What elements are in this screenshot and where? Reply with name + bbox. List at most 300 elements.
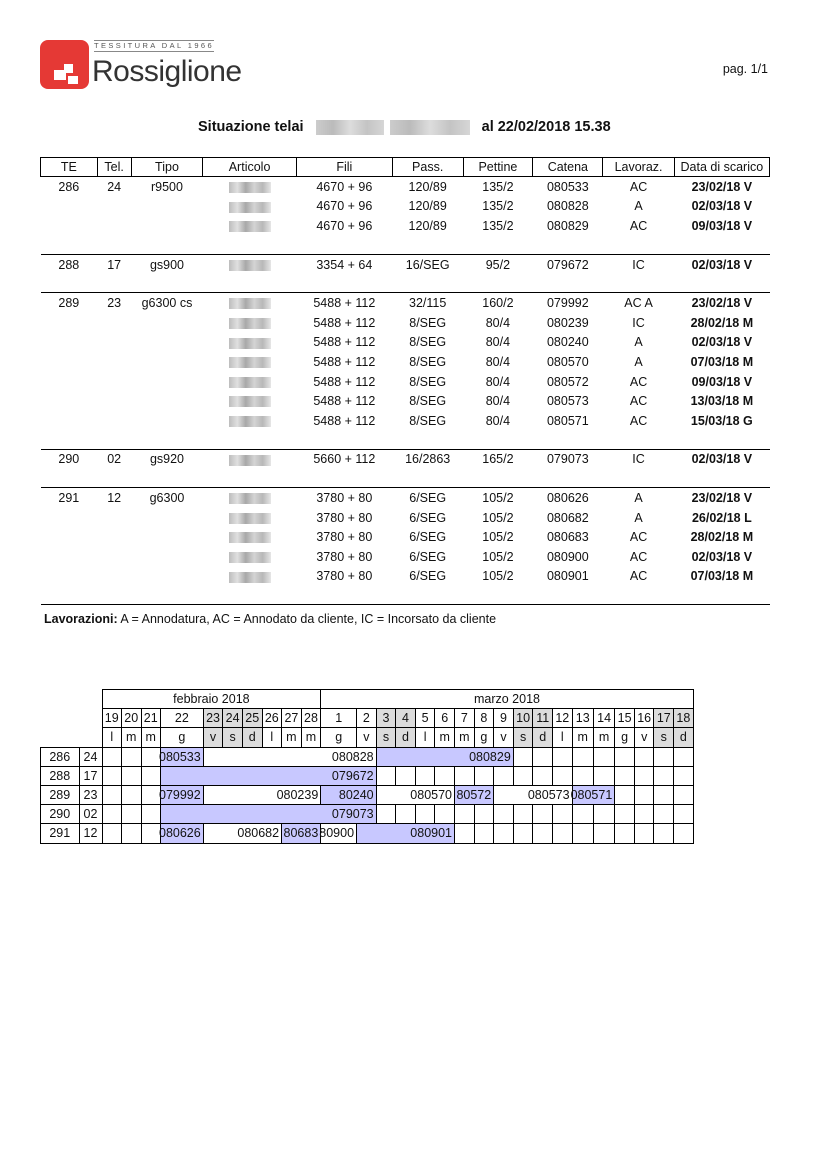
pass-cell: 120/89 [408, 218, 447, 233]
tel-cell [97, 352, 131, 372]
tel-cell: 12 [107, 490, 122, 505]
column-header: Fili [296, 158, 392, 177]
tipo-cell: gs920 [149, 452, 184, 467]
logo-tagline: TESSITURA DAL 1966 [94, 41, 215, 50]
separator-cell [603, 431, 674, 450]
lavorazione-cell: AC [629, 179, 648, 194]
data-scarico-cell: 15/03/18 G [690, 413, 753, 428]
pass-cell: 8/SEG [409, 354, 447, 369]
gantt-cell [533, 824, 553, 843]
articolo-cell [203, 352, 297, 372]
separator-cell [296, 431, 392, 450]
pass-cell: 8/SEG [409, 374, 447, 389]
gantt-weekday: g [161, 728, 204, 747]
table-row [41, 567, 770, 587]
gantt-day: 25 [242, 709, 262, 728]
company-logo [40, 40, 250, 95]
catena-cell: 080626 [546, 490, 589, 505]
pass-cell: 16/2863 [405, 452, 451, 467]
column-header: TE [41, 158, 98, 177]
gantt-cell [435, 766, 455, 785]
gantt-cell [122, 785, 142, 804]
gantt-cell [141, 785, 161, 804]
group-separator [41, 469, 770, 488]
gantt-bar [321, 824, 357, 843]
gantt-blank [41, 728, 80, 747]
gantt-cell [674, 766, 694, 785]
gantt-weekday-row [41, 728, 694, 747]
gantt-bar-label: 079672 [331, 768, 374, 783]
redacted-name [316, 120, 384, 135]
te-cell [41, 333, 98, 353]
fili-cell: 3780 + 80 [316, 510, 373, 525]
tel-cell [97, 547, 131, 567]
catena-cell: 079992 [546, 296, 589, 311]
separator-cell [533, 431, 603, 450]
articolo-cell [203, 411, 297, 431]
gantt-cell [455, 805, 475, 824]
pettine-cell: 105/2 [482, 530, 514, 545]
gantt-cell [396, 805, 416, 824]
gantt-weekday: d [674, 728, 694, 747]
tel-cell: 23 [107, 296, 122, 311]
gantt-cell [455, 766, 475, 785]
gantt-cell [435, 805, 455, 824]
gantt-cell [654, 766, 674, 785]
tipo-cell [131, 313, 203, 333]
gantt-day: 23 [203, 709, 223, 728]
redacted-article [229, 221, 271, 232]
gantt-te: 288 [41, 766, 80, 785]
separator-cell [392, 469, 463, 488]
title-prefix: Situazione telai [198, 119, 304, 135]
pettine-cell: 105/2 [482, 549, 514, 564]
gantt-weekday: g [474, 728, 494, 747]
redacted-article [229, 182, 271, 193]
gantt-weekday: v [494, 728, 514, 747]
gantt-cell [674, 805, 694, 824]
gantt-bar-label: 080571 [570, 788, 613, 803]
pettine-cell: 105/2 [482, 490, 514, 505]
tipo-cell [131, 411, 203, 431]
gantt-blank [41, 709, 80, 728]
pettine-cell: 80/4 [485, 315, 511, 330]
redacted-article [229, 260, 271, 271]
gantt-bar [376, 785, 454, 804]
gantt-weekday: l [262, 728, 282, 747]
lavorazione-cell: A [634, 199, 643, 214]
gantt-cell [615, 805, 635, 824]
gantt-bar [203, 747, 376, 766]
column-header: Lavoraz. [603, 158, 674, 177]
gantt-cell [102, 824, 122, 843]
gantt-blank [79, 728, 102, 747]
gantt-bar-label: 080682 [237, 826, 280, 841]
gantt-day: 26 [262, 709, 282, 728]
gantt-weekday: m [572, 728, 593, 747]
gantt-day: 10 [513, 709, 533, 728]
te-cell: 290 [58, 452, 80, 467]
articolo-cell [203, 547, 297, 567]
data-scarico-cell: 02/03/18 V [691, 335, 753, 350]
gantt-cell [513, 824, 533, 843]
gantt-cell [634, 805, 654, 824]
pass-cell: 6/SEG [409, 510, 447, 525]
tel-cell [97, 216, 131, 236]
gantt-cell [674, 824, 694, 843]
articolo-cell [203, 391, 297, 411]
lavorazione-cell: AC A [624, 296, 653, 311]
table-row [41, 508, 770, 528]
gantt-cell [513, 805, 533, 824]
lavorazione-cell: IC [632, 452, 645, 467]
lavorazione-cell: A [634, 510, 643, 525]
separator-cell [97, 236, 131, 255]
pass-cell: 120/89 [408, 199, 447, 214]
fili-cell: 5488 + 112 [313, 296, 376, 311]
articolo-cell [203, 293, 297, 313]
articolo-cell [203, 488, 297, 508]
catena-cell: 080682 [546, 510, 589, 525]
gantt-weekday: d [533, 728, 553, 747]
fili-cell: 3780 + 80 [316, 490, 373, 505]
pass-cell: 16/SEG [405, 257, 450, 272]
gantt-bar [161, 805, 377, 824]
separator-cell [203, 431, 297, 450]
gantt-cell [552, 805, 572, 824]
tel-cell [97, 391, 131, 411]
redacted-article [229, 572, 271, 583]
te-cell: 286 [58, 179, 80, 194]
logo-brand: Rossiglione [92, 55, 242, 88]
te-cell [41, 352, 98, 372]
redacted-article [229, 338, 271, 349]
gantt-tel: 17 [79, 766, 102, 785]
data-scarico-cell: 28/02/18 M [690, 315, 754, 330]
pettine-cell: 80/4 [485, 413, 511, 428]
articolo-cell [203, 372, 297, 392]
table-row [41, 372, 770, 392]
separator-cell [533, 586, 603, 605]
gantt-day: 11 [533, 709, 553, 728]
fili-cell: 5488 + 112 [313, 335, 376, 350]
pettine-cell: 165/2 [482, 452, 514, 467]
gantt-row [41, 747, 694, 766]
gantt-cell [634, 824, 654, 843]
tipo-cell [131, 372, 203, 392]
gantt-cell [593, 805, 614, 824]
redacted-article [229, 202, 271, 213]
group-separator [41, 431, 770, 450]
gantt-cell [552, 747, 572, 766]
gantt-weekday: m [593, 728, 614, 747]
redacted-article [229, 318, 271, 329]
separator-cell [296, 586, 392, 605]
lavorazione-cell: AC [629, 569, 648, 584]
gantt-month: febbraio 2018 [102, 690, 321, 709]
table-row [41, 177, 770, 197]
catena-cell: 080570 [546, 354, 589, 369]
group-separator [41, 236, 770, 255]
gantt-cell [552, 824, 572, 843]
articolo-cell [203, 197, 297, 217]
gantt-bar [455, 785, 494, 804]
tipo-cell [131, 352, 203, 372]
separator-cell [296, 469, 392, 488]
gantt-tel: 02 [79, 805, 102, 824]
separator-cell [41, 274, 98, 293]
catena-cell: 080829 [546, 218, 589, 233]
separator-cell [97, 431, 131, 450]
te-cell [41, 567, 98, 587]
separator-cell [674, 236, 769, 255]
gantt-bar [494, 785, 572, 804]
gantt-bar-label: 80900 [319, 826, 355, 841]
gantt-cell [615, 785, 635, 804]
te-cell: 289 [58, 296, 80, 311]
gantt-weekday: g [615, 728, 635, 747]
gantt-day: 18 [674, 709, 694, 728]
fili-cell: 5488 + 112 [313, 354, 376, 369]
data-scarico-cell: 02/03/18 V [691, 257, 753, 272]
separator-cell [463, 469, 533, 488]
legend [44, 612, 496, 626]
gantt-weekday: g [321, 728, 357, 747]
separator-cell [131, 469, 203, 488]
pettine-cell: 105/2 [482, 569, 514, 584]
te-cell [41, 372, 98, 392]
pass-cell: 120/89 [408, 179, 447, 194]
redacted-article [229, 455, 271, 466]
catena-cell: 080900 [546, 549, 589, 564]
pettine-cell: 80/4 [485, 394, 511, 409]
gantt-cell [552, 766, 572, 785]
tipo-cell: gs900 [149, 257, 184, 272]
data-scarico-cell: 07/03/18 M [690, 569, 754, 584]
catena-cell: 080533 [546, 179, 589, 194]
gantt-te: 286 [41, 747, 80, 766]
gantt-weekday: m [141, 728, 161, 747]
table-row [41, 254, 770, 274]
gantt-month-row [41, 690, 694, 709]
gantt-day: 28 [301, 709, 321, 728]
data-scarico-cell: 23/02/18 V [691, 296, 753, 311]
catena-cell: 080240 [546, 335, 589, 350]
te-cell [41, 197, 98, 217]
gantt-row [41, 785, 694, 804]
gantt-bar-label: 080901 [410, 826, 453, 841]
data-scarico-cell: 02/03/18 V [691, 199, 753, 214]
gantt-cell [513, 766, 533, 785]
logo-mark-icon [40, 40, 89, 89]
lavorazione-cell: IC [632, 257, 645, 272]
pass-cell: 6/SEG [409, 569, 447, 584]
gantt-cell [415, 805, 435, 824]
separator-cell [97, 274, 131, 293]
column-header: Tel. [97, 158, 131, 177]
schedule-gantt [40, 689, 694, 844]
gantt-day: 7 [455, 709, 475, 728]
gantt-weekday: m [301, 728, 321, 747]
pettine-cell: 80/4 [485, 335, 511, 350]
separator-cell [674, 469, 769, 488]
catena-cell: 079672 [546, 257, 589, 272]
articolo-cell [203, 449, 297, 469]
gantt-day: 8 [474, 709, 494, 728]
gantt-cell [494, 805, 514, 824]
gantt-tel: 24 [79, 747, 102, 766]
gantt-te: 289 [41, 785, 80, 804]
fili-cell: 5488 + 112 [313, 315, 376, 330]
lavorazione-cell: AC [629, 218, 648, 233]
column-header: Data di scarico [674, 158, 769, 177]
gantt-cell [654, 747, 674, 766]
separator-cell [463, 236, 533, 255]
data-scarico-cell: 26/02/18 L [691, 510, 752, 525]
gantt-weekday: v [203, 728, 223, 747]
pass-cell: 8/SEG [409, 335, 447, 350]
pettine-cell: 135/2 [482, 179, 514, 194]
gantt-bar-label: 80683 [283, 826, 319, 841]
gantt-cell [593, 766, 614, 785]
articolo-cell [203, 177, 297, 197]
articolo-cell [203, 527, 297, 547]
tipo-cell [131, 333, 203, 353]
gantt-cell [376, 766, 396, 785]
separator-cell [296, 236, 392, 255]
tipo-cell [131, 216, 203, 236]
gantt-bar-label: 079073 [331, 807, 374, 822]
separator-cell [392, 236, 463, 255]
separator-cell [603, 469, 674, 488]
data-scarico-cell: 23/02/18 V [691, 179, 753, 194]
gantt-row [41, 824, 694, 843]
column-header: Pass. [392, 158, 463, 177]
table-row [41, 293, 770, 313]
catena-cell: 080239 [546, 315, 589, 330]
gantt-cell [102, 766, 122, 785]
separator-cell [97, 469, 131, 488]
gantt-te: 290 [41, 805, 80, 824]
fili-cell: 5660 + 112 [313, 452, 376, 467]
gantt-bar-label: 80240 [338, 788, 374, 803]
gantt-day: 6 [435, 709, 455, 728]
gantt-bar [376, 747, 513, 766]
tipo-cell: r9500 [150, 179, 183, 194]
te-cell: 288 [58, 257, 80, 272]
tel-cell [97, 411, 131, 431]
page-number: pag. 1/1 [722, 62, 768, 76]
tipo-cell [131, 547, 203, 567]
column-header: Pettine [463, 158, 533, 177]
gantt-cell [572, 824, 593, 843]
gantt-blank [41, 690, 80, 709]
gantt-cell [474, 766, 494, 785]
gantt-cell [634, 785, 654, 804]
separator-cell [533, 274, 603, 293]
fili-cell: 4670 + 96 [316, 179, 373, 194]
gantt-bar-label: 080626 [159, 826, 201, 841]
gantt-weekday: l [552, 728, 572, 747]
gantt-cell [615, 747, 635, 766]
separator-cell [41, 469, 98, 488]
separator-cell [41, 586, 98, 605]
redacted-article [229, 493, 271, 504]
gantt-cell [122, 747, 142, 766]
tipo-cell [131, 567, 203, 587]
gantt-cell [615, 824, 635, 843]
pass-cell: 8/SEG [409, 315, 447, 330]
gantt-cell [634, 747, 654, 766]
tel-cell [97, 313, 131, 333]
gantt-bar [572, 785, 615, 804]
table-row [41, 197, 770, 217]
gantt-day: 22 [161, 709, 204, 728]
data-scarico-cell: 23/02/18 V [691, 490, 753, 505]
pass-cell: 32/115 [409, 296, 447, 311]
catena-cell: 080573 [546, 394, 589, 409]
lavorazione-cell: A [634, 354, 643, 369]
redacted-article [229, 552, 271, 563]
gantt-day: 15 [615, 709, 635, 728]
gantt-weekday: m [455, 728, 475, 747]
tipo-cell: g6300 cs [141, 296, 193, 311]
gantt-day: 1 [321, 709, 357, 728]
report-title [198, 119, 611, 135]
gantt-cell [415, 766, 435, 785]
tel-cell: 17 [107, 257, 122, 272]
redacted-article [229, 396, 271, 407]
gantt-tel: 23 [79, 785, 102, 804]
lavorazione-cell: AC [629, 549, 648, 564]
gantt-bar-label: 079992 [159, 788, 201, 803]
te-cell [41, 216, 98, 236]
gantt-weekday: m [435, 728, 455, 747]
gantt-bar-label: 080828 [331, 749, 374, 764]
tel-cell [97, 527, 131, 547]
gantt-weekday: l [102, 728, 122, 747]
gantt-bar [161, 766, 377, 785]
gantt-weekday: s [513, 728, 533, 747]
separator-cell [203, 236, 297, 255]
gantt-weekday: s [654, 728, 674, 747]
lavorazione-cell: AC [629, 374, 648, 389]
gantt-bar [161, 747, 204, 766]
pettine-cell: 80/4 [485, 374, 511, 389]
redacted-article [229, 416, 271, 427]
table-row [41, 352, 770, 372]
tel-cell [97, 567, 131, 587]
te-cell [41, 411, 98, 431]
separator-cell [463, 274, 533, 293]
articolo-cell [203, 313, 297, 333]
gantt-cell [533, 766, 553, 785]
column-header: Articolo [203, 158, 297, 177]
gantt-cell [141, 805, 161, 824]
catena-cell: 080571 [546, 413, 589, 428]
gantt-cell [654, 785, 674, 804]
gantt-weekday: v [357, 728, 377, 747]
gantt-cell [654, 805, 674, 824]
gantt-bar [161, 785, 204, 804]
gantt-day: 3 [376, 709, 396, 728]
gantt-bar-label: 080239 [276, 788, 319, 803]
tel-cell [97, 508, 131, 528]
separator-cell [131, 586, 203, 605]
gantt-cell [533, 747, 553, 766]
articolo-cell [203, 508, 297, 528]
data-scarico-cell: 07/03/18 M [690, 354, 754, 369]
